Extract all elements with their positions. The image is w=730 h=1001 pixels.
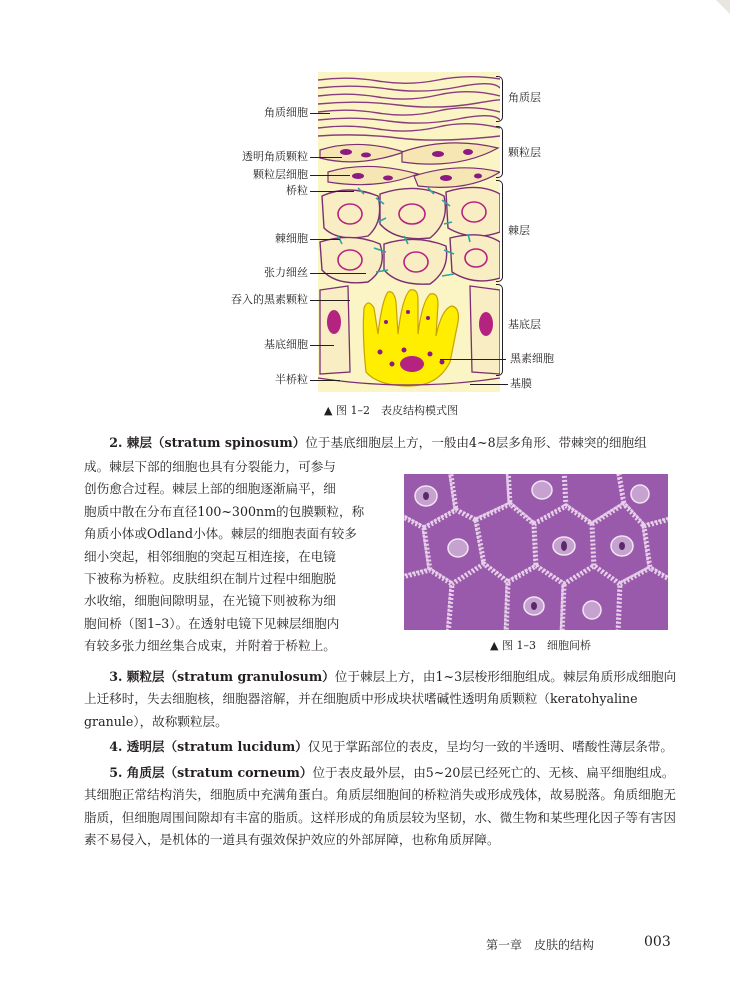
label-stratum-granulosum: 颗粒层 [508, 146, 541, 159]
paragraph-stratum-corneum [84, 762, 684, 852]
text-line: 细小突起，相邻细胞的突起互相连接，在电镜 [84, 548, 336, 564]
leader-corneocyte [310, 113, 330, 114]
heading-stratum-corneum: 5. 角质层（stratum corneum） [109, 765, 313, 780]
heading-stratum-spinosum: 2. 棘层（stratum spinosum） [109, 435, 306, 450]
footer-chapter-title: 第一章 皮肤的结构 [486, 938, 595, 952]
text-line: 角质小体或Odland小体。棘层的细胞表面有较多 [84, 526, 357, 542]
brace-basale [496, 284, 503, 376]
label-basement-membrane: 基膜 [510, 377, 532, 390]
heading-stratum-granulosum: 3. 颗粒层（stratum granulosum） [109, 669, 335, 684]
label-basal-cell: 基底细胞 [264, 338, 308, 351]
text-stratum-corneum: 位于表皮最外层，由5~20层已经死亡的、无核、扁平细胞组成。其细胞正常结构消失，细胞质中充满角蛋白。角质层细胞间的桥粒消失或形成残体，故易脱落。角质细胞无脂质，但细胞周围间隙却有丰富的脂质。这样形成的角质层较为坚韧，水、微生物和某些理化因子等有害因素不易侵入，是机体的一道具有强效保护效应的外部屏障，也称角质屏障。 [84, 765, 676, 848]
paragraph-stratum-lucidum [84, 736, 684, 758]
label-stratum-basale: 基底层 [508, 318, 541, 331]
brace-spinosum [496, 180, 503, 282]
text-line: 下被称为桥粒。皮肤组织在制片过程中细胞脱 [84, 571, 336, 587]
label-corneocyte: 角质细胞 [264, 106, 308, 119]
figure-1-2-caption: ▲ 图 1–2 表皮结构模式图 [324, 404, 458, 417]
leader-hemidesmosome [310, 380, 340, 381]
leader-ingested-melanin [310, 300, 350, 301]
melanocyte-nucleus [400, 356, 424, 372]
label-tonofilament: 张力细丝 [264, 266, 308, 279]
paragraph-stratum-spinosum-body [84, 456, 384, 658]
paragraph-stratum-granulosum [84, 666, 684, 733]
intercellular-bridge-micrograph [404, 474, 668, 630]
text-spinosum-line1: 位于基底细胞层上方，一般由4~8层多角形、带棘突的细胞组 [305, 435, 647, 450]
paragraph-stratum-spinosum-line1 [84, 432, 684, 454]
leader-keratohyaline [310, 157, 342, 158]
leader-spinous-cell [310, 239, 340, 240]
leader-melanocyte [440, 359, 506, 360]
leader-desmosome [310, 191, 354, 192]
epidermis-illustration [318, 72, 500, 392]
leader-granular-cell [310, 175, 350, 176]
label-keratohyaline-granule: 透明角质颗粒 [242, 150, 308, 163]
page-number: 003 [644, 934, 671, 950]
label-melanocyte: 黑素细胞 [510, 352, 554, 365]
brace-corneum [496, 76, 503, 122]
corneum-layers [318, 77, 500, 140]
leader-basement-membrane [470, 384, 508, 385]
text-stratum-lucidum: 仅见于掌跖部位的表皮，呈均匀一致的半透明、嗜酸性薄层条带。 [307, 739, 673, 754]
text-line: 胞间桥（图1–3）。在透射电镜下见棘层细胞内 [84, 615, 340, 631]
heading-stratum-lucidum: 4. 透明层（stratum lucidum） [109, 739, 308, 754]
label-ingested-melanin: 吞入的黑素颗粒 [231, 293, 308, 306]
text-line: 胞质中散在分布直径100~300nm的包膜颗粒，称 [84, 503, 365, 519]
label-spinous-cell: 棘细胞 [275, 232, 308, 245]
figure-1-3-caption: ▲ 图 1–3 细胞间桥 [490, 639, 591, 652]
label-granular-cell: 颗粒层细胞 [253, 168, 308, 181]
brace-granulosum [496, 126, 503, 178]
text-line: 有较多张力细丝集合成束，并附着于桥粒上。 [84, 638, 336, 654]
text-stratum-granulosum: 位于棘层上方，由1~3层梭形细胞组成。棘层角质形成细胞向上迁移时，失去细胞核，细胞器溶解，并在细胞质中形成块状嗜碱性透明角质颗粒（keratohyaline granule），故称颗粒层。 [84, 669, 677, 729]
leader-basal-cell [310, 345, 334, 346]
label-stratum-spinosum: 棘层 [508, 224, 530, 237]
label-hemidesmosome: 半桥粒 [275, 373, 308, 386]
epidermis-structure-diagram [318, 72, 500, 392]
text-line: 创伤愈合过程。棘层上部的细胞逐渐扁平，细 [84, 481, 336, 497]
micrograph-illustration [404, 474, 668, 630]
label-desmosome: 桥粒 [286, 184, 308, 197]
text-line: 水收缩，细胞间隙明显，在光镜下则被称为细 [84, 593, 336, 609]
label-stratum-corneum: 角质层 [508, 91, 541, 104]
text-line: 成。棘层下部的细胞也具有分裂能力，可参与 [84, 459, 336, 474]
page-corner-mark [716, 0, 730, 14]
leader-tonofilament [310, 273, 366, 274]
